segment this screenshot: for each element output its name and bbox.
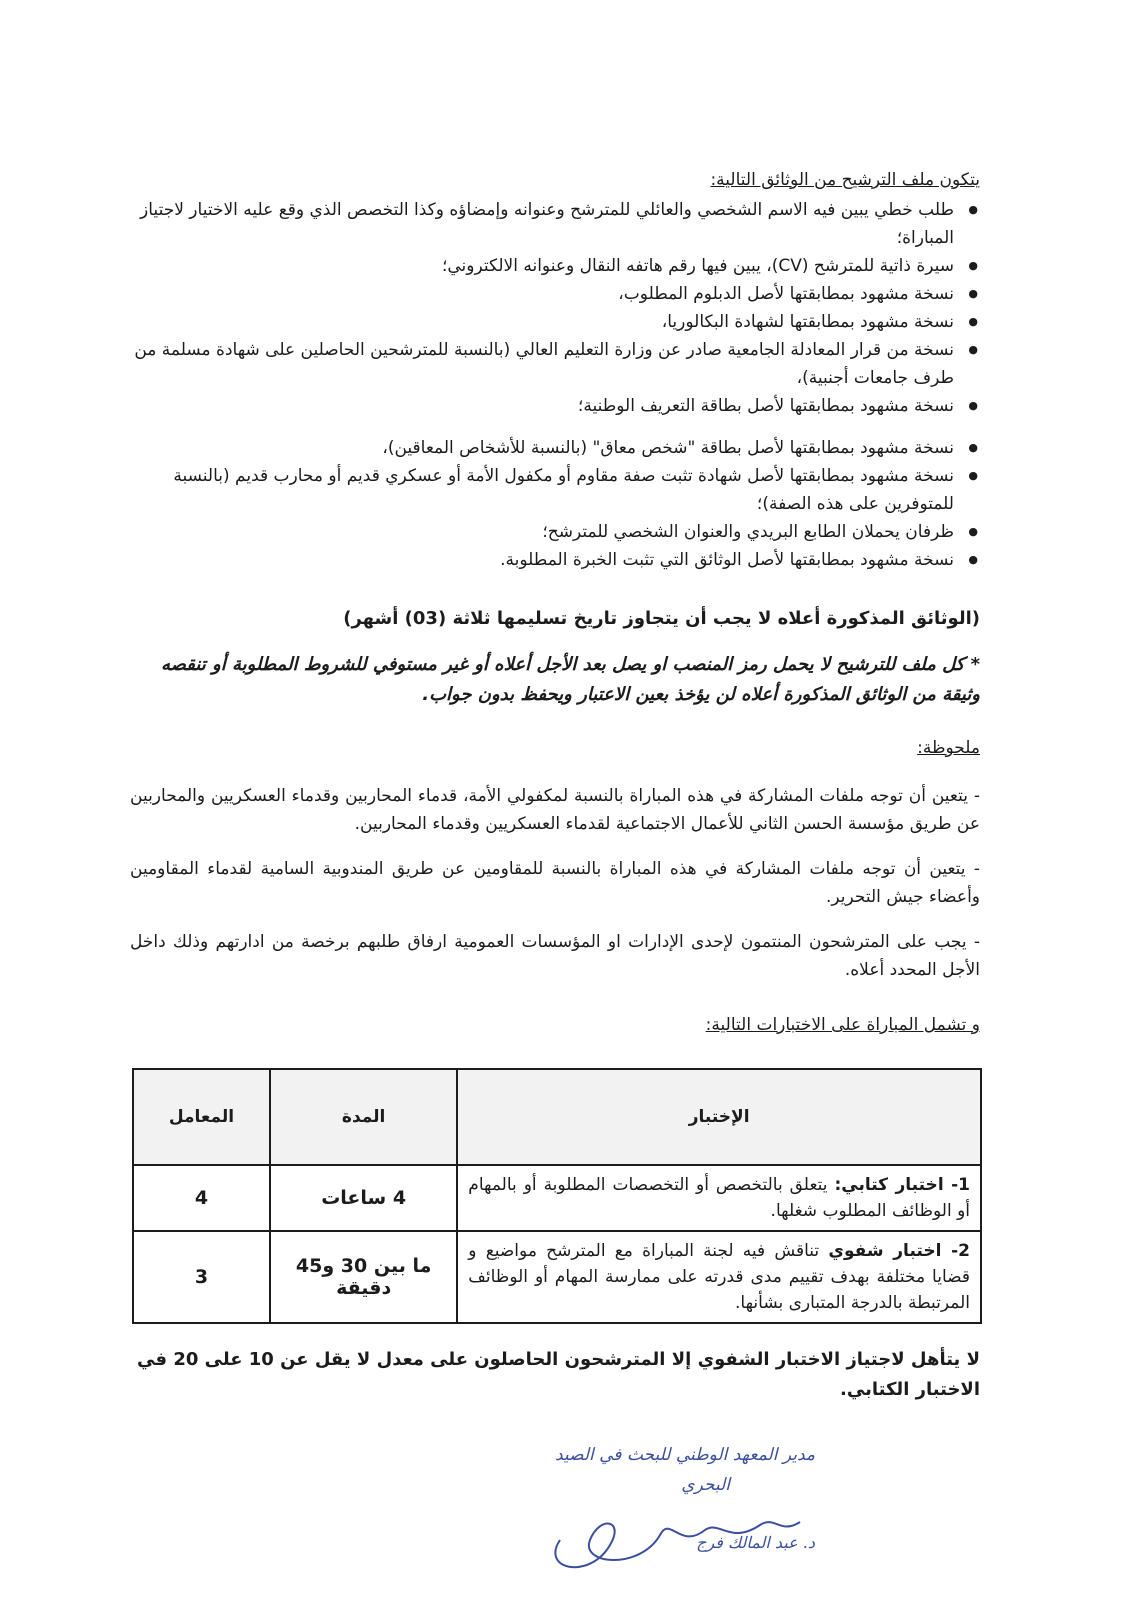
stamp-line-2: البحري <box>681 1475 730 1495</box>
header-duration: المدة <box>270 1069 457 1165</box>
exam-description <box>457 1165 981 1231</box>
table-row <box>133 1165 981 1231</box>
table-row <box>133 1231 981 1323</box>
table-header-row <box>133 1069 981 1165</box>
exams-title: و تشمل المباراة على الاختبارات التالية: <box>705 1015 980 1035</box>
remarks-title: ملحوظة: <box>917 738 980 758</box>
exam-duration: 4 ساعات <box>270 1165 457 1231</box>
documents-list <box>130 196 980 574</box>
list-item: ● نسخة مشهود بمطابقتها لأصل شهادة تثبت صفة مقاوم أو مكفول الأمة أو عسكري قديم أو محارب قديم (بالنسبة للمتوفرين على هذه الصفة)؛ <box>130 462 954 518</box>
validity-note: (الوثائق المذكورة أعلاه لا يجب أن يتجاوز تاريخ تسليمها ثلاثة (03) أشهر) <box>343 608 980 629</box>
documents-heading: يتكون ملف الترشيح من الوثائق التالية: <box>710 170 980 190</box>
exam-text: يتعلق بالتخصص أو التخصصات المطلوبة أو بالمهام أو الوظائف المطلوب شغلها. <box>468 1175 970 1221</box>
remark-paragraph: - يتعين أن توجه ملفات المشاركة في هذه المباراة بالنسبة لمكفولي الأمة، قدماء المحاربين وقدماء العسكريين والمحاربين عن طريق مؤسسة الحسن الثاني للأعمال الاجتماعية لقدماء العسكريين وقدماء المحاربين. <box>130 786 980 834</box>
header-coefficient: المعامل <box>133 1069 270 1165</box>
stamp-line-1: مدير المعهد الوطني للبحث في الصيد <box>555 1445 815 1465</box>
exams-table <box>132 1068 982 1324</box>
exam-label: 1- اختبار كتابي: <box>834 1175 970 1195</box>
exam-coefficient: 4 <box>133 1165 270 1231</box>
exam-label: 2- اختبار شفوي <box>828 1241 971 1261</box>
list-item: ● نسخة مشهود بمطابقتها لأصل بطاقة "شخص معاق" (بالنسبة للأشخاص المعاقين)، <box>130 434 954 462</box>
list-item: ● نسخة مشهود بمطابقتها لشهادة البكالوريا، <box>130 308 954 336</box>
list-item: ● نسخة من قرار المعادلة الجامعية صادر عن وزارة التعليم العالي (بالنسبة للمترشحين الحاصلين على شهادة مسلمة من طرف جامعات أجنبية)، <box>130 336 954 392</box>
list-item: ● ظرفان يحملان الطابع البريدي والعنوان الشخصي للمترشح؛ <box>130 518 954 546</box>
final-note: لا يتأهل لاجتياز الاختبار الشفوي إلا المترشحون الحاصلون على معدل لا يقل عن 10 على 20 في الاختبار الكتابي. <box>137 1349 980 1400</box>
exam-duration: ما بين 30 و45 دقيقة <box>270 1231 457 1323</box>
exam-coefficient: 3 <box>133 1231 270 1323</box>
exam-text: تناقش فيه لجنة المباراة مع المترشح مواضيع و قضايا مختلفة بهدف تقييم مدى قدرته على ممارسة المهام أو الوظائف المرتبطة بالدرجة المتبارى بشأنها. <box>468 1241 970 1313</box>
list-item: ● سيرة ذاتية للمترشح (CV)، يبين فيها رقم هاتفه النقال وعنوانه الالكتروني؛ <box>130 252 954 280</box>
signature-stamp <box>530 1430 830 1590</box>
remark-paragraph: - يجب على المترشحون المنتمون لإحدى الإدارات او المؤسسات العمومية ارفاق طلبهم برخصة من ادارتهم وذلك داخل الأجل المحدد أعلاه. <box>130 932 980 980</box>
list-item: ● نسخة مشهود بمطابقتها لأصل بطاقة التعريف الوطنية؛ <box>130 392 954 420</box>
header-exam: الإختبار <box>457 1069 981 1165</box>
list-item: ● نسخة مشهود بمطابقتها لأصل الدبلوم المطلوب، <box>130 280 954 308</box>
list-item: ● نسخة مشهود بمطابقتها لأصل الوثائق التي تثبت الخبرة المطلوبة. <box>130 546 954 574</box>
remark-paragraph: - يتعين أن توجه ملفات المشاركة في هذه المباراة بالنسبة للمقاومين عن طريق المندوبية السامية لقدماء المقاومين وأعضاء جيش التحرير. <box>130 859 980 907</box>
exam-description <box>457 1231 981 1323</box>
list-item: ● طلب خطي يبين فيه الاسم الشخصي والعائلي للمترشح وعنوانه وإمضاؤه وكذا التخصص الذي وقع عليه الاختيار لاجتياز المباراة؛ <box>130 196 954 252</box>
warning-text: * كل ملف للترشيح لا يحمل رمز المنصب او يصل بعد الأجل أعلاه أو غير مستوفي للشروط المطلوبة أو تنقصه وثيقة من الوثائق المذكورة أعلاه لن يؤخذ بعين الاعتبار ويحفظ بدون جواب. <box>160 654 980 705</box>
stamp-name: د. عبد المالك فرج <box>696 1533 815 1552</box>
